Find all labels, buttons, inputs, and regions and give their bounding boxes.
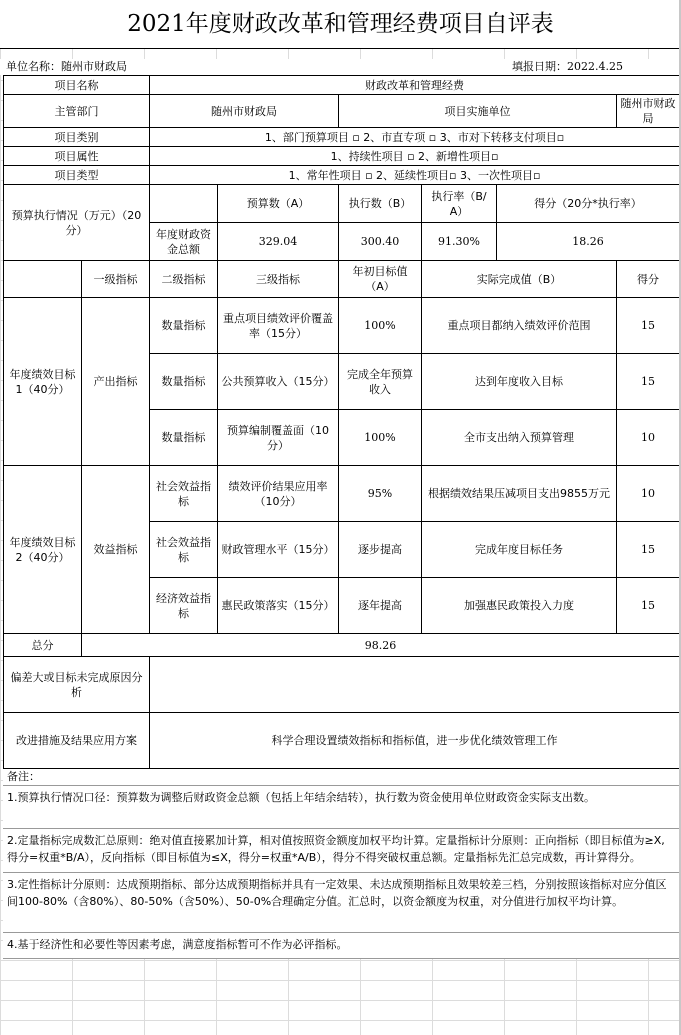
goal1-item1-level2: 数量指标: [150, 298, 218, 354]
goal2-item3-level3: 惠民政策落实（15分）: [218, 578, 339, 634]
deviation-value[interactable]: [150, 657, 680, 713]
impl-unit-value[interactable]: 随州市财政局: [617, 95, 680, 128]
notes-label: 备注：: [3, 769, 679, 786]
goal1-item3-actual[interactable]: 全市支出纳入预算管理: [422, 410, 617, 466]
note-1: 1.预算执行情况口径：预算数为调整后财政资金总额（包括上年结余结转），执行数为资金使用单位财政资金实际支出数。: [3, 786, 679, 829]
budget-col-rate: 执行率（B/A）: [422, 185, 497, 223]
goal2-item1-target[interactable]: 95%: [339, 466, 422, 522]
goal1-item2-actual[interactable]: 达到年度收入目标: [422, 354, 617, 410]
unit-name: 单位名称：随州市财政局: [6, 60, 127, 73]
notes-section: [3, 769, 679, 959]
row-deviation: [4, 657, 680, 713]
header-target: 年初目标值（A）: [339, 261, 422, 298]
goal2-item2-actual[interactable]: 完成年度目标任务: [422, 522, 617, 578]
row-indicator-header: [4, 261, 680, 298]
dept-label: 主管部门: [4, 95, 150, 128]
category-value[interactable]: 1、部门预算项目 ▫ 2、市直专项 ▫ 3、市对下转移支付项目▫: [150, 128, 680, 147]
row-category: [4, 128, 680, 147]
header-level1: 一级指标: [82, 261, 150, 298]
budget-col-score: 得分（20分*执行率）: [497, 185, 680, 223]
goal1-item3-score[interactable]: 10: [617, 410, 680, 466]
goal1-label: 年度绩效目标1（40分）: [4, 298, 82, 466]
row-budget-header: [4, 185, 680, 223]
note-3: 3.定性指标计分原则：达成预期指标、部分达成预期指标并具有一定效果、未达成预期指标且效果较差三档，分别按照该指标对应分值区间100-80%（含80%）、80-50%（含50%）、50-0%合理确定分值。汇总时，以资金额度为权重，对分值进行加权平均计算。: [3, 873, 679, 933]
goal1-item3-level3: 预算编制覆盖面（10分）: [218, 410, 339, 466]
goal2-item3-score[interactable]: 15: [617, 578, 680, 634]
header-level2: 二级指标: [150, 261, 218, 298]
deviation-label: 偏差大或目标未完成原因分析: [4, 657, 150, 713]
budget-section-label: 预算执行情况（万元）（20分）: [4, 185, 150, 261]
dept-value[interactable]: 随州市财政局: [150, 95, 339, 128]
budget-row-label: 年度财政资金总额: [150, 223, 218, 261]
goal2-item3-actual[interactable]: 加强惠民政策投入力度: [422, 578, 617, 634]
goal1-item3-target[interactable]: 100%: [339, 410, 422, 466]
goal2-item2-level2: 社会效益指标: [150, 522, 218, 578]
goal1-item2-level2: 数量指标: [150, 354, 218, 410]
header-actual: 实际完成值（B）: [422, 261, 617, 298]
goal2-label: 年度绩效目标2（40分）: [4, 466, 82, 634]
report-date: 填报日期：2022.4.25: [512, 60, 623, 73]
budget-col-a: 预算数（A）: [218, 185, 339, 223]
total-label: 总分: [4, 634, 82, 657]
row-dept: [4, 95, 680, 128]
attribute-value[interactable]: 1、持续性项目 ▫ 2、新增性项目▫: [150, 147, 680, 166]
category-label: 项目类别: [4, 128, 150, 147]
project-name-label: 项目名称: [4, 76, 150, 95]
meta-row: [0, 59, 681, 75]
goal2-item2-target[interactable]: 逐步提高: [339, 522, 422, 578]
total-value[interactable]: 98.26: [82, 634, 680, 657]
attribute-label: 项目属性: [4, 147, 150, 166]
exec-value[interactable]: 300.40: [339, 223, 422, 261]
type-value[interactable]: 1、常年性项目 ▫ 2、延续性项目▫ 3、一次性项目▫: [150, 166, 680, 185]
goal2-item3-target[interactable]: 逐年提高: [339, 578, 422, 634]
row-project-name: [4, 76, 680, 95]
goal1-item1-score[interactable]: 15: [617, 298, 680, 354]
table-row: [4, 298, 680, 354]
indicator-blank-cell: [4, 261, 82, 298]
goal2-item1-score[interactable]: 10: [617, 466, 680, 522]
goal2-item3-level2: 经济效益指标: [150, 578, 218, 634]
evaluation-table: [3, 75, 680, 769]
goal1-item2-target[interactable]: 完成全年预算收入: [339, 354, 422, 410]
table-row: [4, 466, 680, 522]
note-2: 2.定量指标完成数汇总原则：绝对值直接累加计算，相对值按照资金额度加权平均计算。定量指标计分原则：正向指标（即目标值为≥X,得分=权重*B/A），反向指标（即目标值为≤X，得分=权重*A/B），得分不得突破权重总额。定量指标先汇总完成数，再计算得分。: [3, 829, 679, 873]
goal1-item1-target[interactable]: 100%: [339, 298, 422, 354]
impl-unit-label: 项目实施单位: [339, 95, 617, 128]
project-name-value[interactable]: 财政改革和管理经费: [150, 76, 680, 95]
goal1-item1-actual[interactable]: 重点项目都纳入绩效评价范围: [422, 298, 617, 354]
goal1-item2-score[interactable]: 15: [617, 354, 680, 410]
goal2-item1-level2: 社会效益指标: [150, 466, 218, 522]
header-level3: 三级指标: [218, 261, 339, 298]
improvement-value[interactable]: 科学合理设置绩效指标和指标值，进一步优化绩效管理工作: [150, 713, 680, 769]
sheet-title: 2021年度财政改革和管理经费项目自评表: [0, 0, 681, 49]
goal2-item2-score[interactable]: 15: [617, 522, 680, 578]
goal1-level1: 产出指标: [82, 298, 150, 466]
budget-col-b: 执行数（B）: [339, 185, 422, 223]
row-total: [4, 634, 680, 657]
budget-value[interactable]: 329.04: [218, 223, 339, 261]
exec-rate-value[interactable]: 91.30%: [422, 223, 497, 261]
row-type: [4, 166, 680, 185]
goal2-item1-actual[interactable]: 根据绩效结果压减项目支出9855万元: [422, 466, 617, 522]
budget-blank-cell: [150, 185, 218, 223]
goal2-item1-level3: 绩效评价结果应用率（10分）: [218, 466, 339, 522]
row-improvement: [4, 713, 680, 769]
budget-score-value[interactable]: 18.26: [497, 223, 680, 261]
goal2-item2-level3: 财政管理水平（15分）: [218, 522, 339, 578]
type-label: 项目类型: [4, 166, 150, 185]
goal1-item3-level2: 数量指标: [150, 410, 218, 466]
goal2-level1: 效益指标: [82, 466, 150, 634]
goal1-item2-level3: 公共预算收入（15分）: [218, 354, 339, 410]
note-4: 4.基于经济性和必要性等因素考虑，满意度指标暂可不作为必评指标。: [3, 933, 679, 959]
goal1-item1-level3: 重点项目绩效评价覆盖率（15分）: [218, 298, 339, 354]
improvement-label: 改进措施及结果应用方案: [4, 713, 150, 769]
row-attribute: [4, 147, 680, 166]
header-score: 得分: [617, 261, 680, 298]
